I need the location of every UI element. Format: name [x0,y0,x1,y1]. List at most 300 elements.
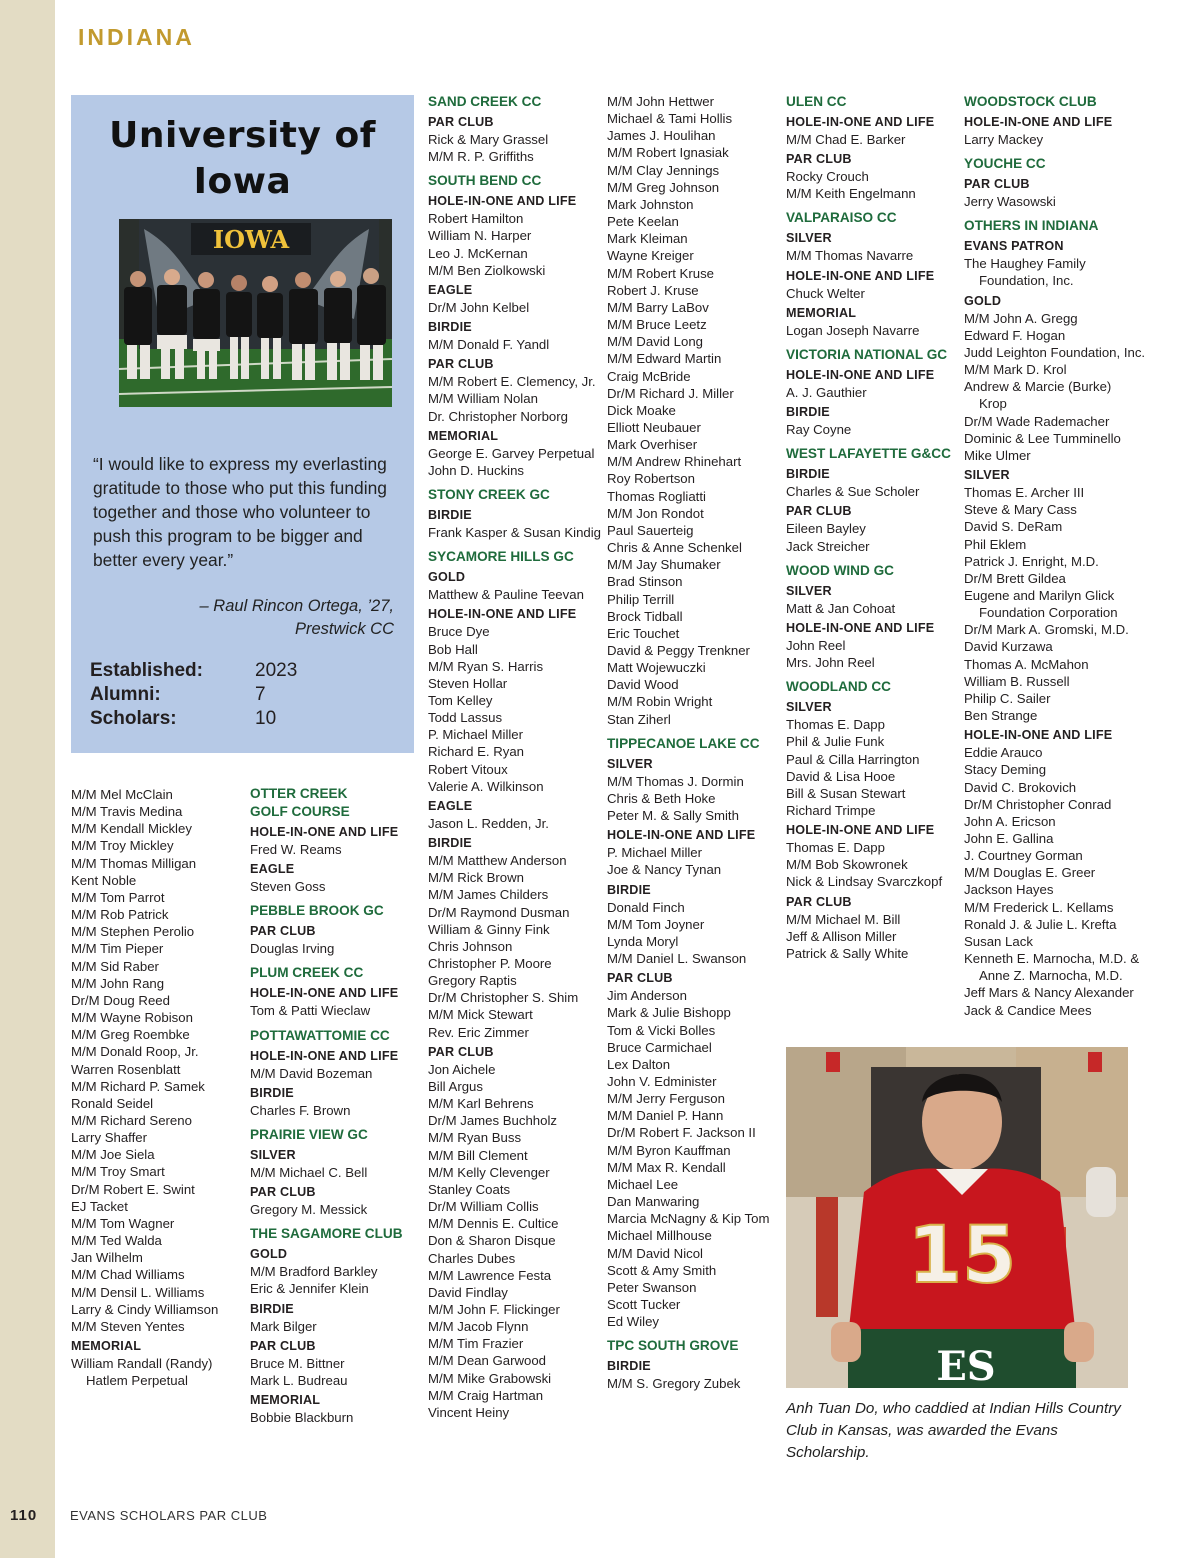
club-heading: TIPPECANOE LAKE CC [607,735,760,751]
donor-name: Jim Anderson [607,988,687,1004]
donor-name: M/M David Bozeman [250,1065,373,1081]
giving-level: SILVER [786,583,832,598]
giving-level: HOLE-IN-ONE AND LIFE [786,367,935,382]
donor-name: M/M Jerry Ferguson [607,1091,725,1107]
club-heading: PEBBLE BROOK GC [250,903,384,919]
donor-name: M/M Jay Shumaker [607,557,721,573]
donor-name: M/M Kendall Mickley [71,821,192,837]
donor-name: Phil & Julie Funk [786,734,885,750]
club-heading: YOUCHE CC [964,156,1046,172]
donor-name-continued: Hatlem Perpetual [86,1373,188,1389]
donor-name: Dr/M John Kelbel [428,299,530,315]
giving-level: GOLD [250,1247,288,1262]
donor-name: Chuck Welter [786,285,865,301]
donor-name: M/M Chad E. Barker [786,132,906,147]
donor-name: William N. Harper [428,228,532,244]
club-heading: SYCAMORE HILLS GC [428,549,574,565]
page-number: 110 [10,1507,38,1524]
club-heading: VICTORIA NATIONAL GC [786,346,948,362]
quote-attribution [91,595,394,640]
club-heading: ULEN CC [786,94,847,109]
donor-name: Marcia McNagny & Kip Tom [607,1211,770,1227]
donor-name: Paul & Cilla Harrington [786,751,920,767]
donor-name: M/M Richard P. Samek [71,1078,205,1094]
donor-name: John Reel [786,637,846,653]
donor-name: P. Michael Miller [428,727,524,743]
donor-name: Dr/M Robert F. Jackson II [607,1125,756,1141]
donor-name: M/M Byron Kauffman [607,1142,731,1158]
donor-name: Larry Shaffer [71,1130,147,1146]
donor-name: M/M Daniel P. Hann [607,1108,724,1124]
stat-established [90,659,297,683]
donor-name: Richard E. Ryan [428,744,525,760]
donor-name: Jon Aichele [428,1061,496,1077]
stat-label: Scholars: [90,708,177,729]
donor-name: Thomas Rogliatti [607,488,706,504]
donor-name: M/M Lawrence Festa [428,1267,552,1283]
club-heading: WOOD WIND GC [786,562,894,578]
club-heading: POTTAWATTOMIE CC [250,1027,390,1043]
giving-level: PAR CLUB [250,1185,316,1200]
donor-name: John A. Ericson [964,813,1056,829]
scholar-quote: “I would like to express my everlasting gratitude to those who put this funding together and those who volunteer to push this program to be bigger and better every year.” [93,454,387,570]
giving-level: BIRDIE [786,467,830,482]
club-heading: PLUM CREEK CC [250,965,364,981]
donor-name: Jerry Wasowski [964,194,1056,210]
donor-name: M/M Edward Martin [607,351,722,367]
donor-name: M/M James Childers [428,887,549,903]
donor-name: M/M Wayne Robison [71,1010,193,1026]
donor-name: David & Lisa Hooe [786,768,896,784]
donor-name: Robert Vitoux [428,761,508,777]
donor-name: Larry & Cindy Williamson [71,1301,219,1317]
donor-name: Thomas A. McMahon [964,656,1089,672]
donor-name: Gregory M. Messick [250,1202,368,1218]
donor-name: P. Michael Miller [607,845,703,861]
donor-name: Jeff Mars & Nancy Alexander [964,985,1134,1001]
giving-level: EAGLE [428,282,473,297]
club-heading: SOUTH BEND CC [428,173,542,189]
donor-name: Dr/M Brett Gildea [964,570,1066,586]
giving-level: MEMORIAL [71,1339,142,1353]
donor-name: Robert Hamilton [428,211,524,227]
donor-name: M/M Kelly Clevenger [428,1164,550,1180]
donor-name: Larry Mackey [964,132,1044,147]
donor-name: M/M Robert Kruse [607,265,714,281]
donor-name: Kent Noble [71,872,137,888]
giving-level: GOLD [964,293,1002,308]
donor-name: Eric Touchet [607,625,680,641]
donor-name: Dan Manwaring [607,1194,700,1210]
giving-level: HOLE-IN-ONE AND LIFE [607,828,756,843]
university-title: University of Iowa [109,115,376,202]
club-heading: THE SAGAMORE CLUB [250,1226,403,1242]
donor-name: M/M Dennis E. Cultice [428,1216,559,1232]
giving-level: EVANS PATRON [964,239,1064,254]
giving-level: SILVER [250,1147,296,1162]
donor-name: Chris Johnson [428,938,513,954]
donor-name: Donald Finch [607,899,685,915]
donor-name: Philip Terrill [607,591,675,607]
donor-name: Dr/M Wade Rademacher [964,413,1110,429]
giving-level: PAR CLUB [786,152,852,167]
donor-name: Eddie Arauco [964,745,1043,761]
club-heading: VALPARAISO CC [786,210,897,226]
donor-name: Michael & Tami Hollis [607,111,733,127]
giving-level: BIRDIE [786,405,830,420]
donor-name: M/M Bob Skowronek [786,857,908,873]
donor-name: Jack & Candice Mees [964,1002,1092,1018]
donor-name: Lex Dalton [607,1056,671,1072]
club-heading: OTTER CREEK [250,786,348,801]
donor-name: Matthew & Pauline Teevan [428,587,584,603]
donor-name: M/M Donald Roop, Jr. [71,1044,199,1060]
donor-name-continued: Anne Z. Marnocha, M.D. [979,968,1123,984]
donor-name: Scott Tucker [607,1297,681,1312]
donor-name: Mark & Julie Bishopp [607,1005,731,1021]
donor-name: M/M Michael C. Bell [250,1164,368,1180]
donor-name: M/M Thomas J. Dormin [607,773,744,789]
donor-name: M/M Douglas E. Greer [964,865,1096,881]
giving-level: HOLE-IN-ONE AND LIFE [250,825,399,839]
giving-level: HOLE-IN-ONE AND LIFE [786,268,935,283]
giving-level: MEMORIAL [428,428,499,443]
university-feature-box [71,95,414,753]
donor-name: M/M Greg Johnson [607,179,720,195]
university-stats [90,659,297,731]
donor-name: M/M Robert Ignasiak [607,145,729,161]
donor-name: M/M Mick Stewart [428,1007,533,1023]
donor-name: M/M Richard Sereno [71,1112,192,1128]
group-photo [119,219,392,407]
giving-level: SILVER [786,700,832,715]
donor-name: M/M Steven Yentes [71,1318,185,1334]
donor-name: Dr/M Christopher S. Shim [428,990,579,1006]
donor-name: M/M Barry LaBov [607,299,709,315]
donor-name: Bruce Carmichael [607,1039,712,1055]
donor-name: Matt Wojewuczki [607,660,706,676]
club-heading: PRAIRIE VIEW GC [250,1126,368,1142]
donor-name: Patrick J. Enright, M.D. [964,553,1099,569]
donor-name: John D. Huckins [428,462,525,478]
donor-name: Rocky Crouch [786,169,869,185]
donor-name: Charles F. Brown [250,1102,351,1118]
stat-value: 2023 [255,660,298,681]
donor-name: M/M Bill Clement [428,1147,528,1163]
donor-name: M/M Karl Behrens [428,1096,534,1112]
donor-name: A. J. Gauthier [786,384,867,400]
state-heading: INDIANA [78,24,195,50]
donor-name: M/M Tim Frazier [428,1336,524,1352]
donor-name: M/M Joe Siela [71,1147,155,1163]
donor-column-1 [71,786,241,1389]
jersey-number: 15 [907,1211,1017,1301]
donor-name: M/M Michael M. Bill [786,911,901,927]
giving-level: HOLE-IN-ONE AND LIFE [250,1048,399,1063]
giving-level: BIRDIE [607,1359,651,1374]
donor-name: David Findlay [428,1284,508,1300]
donor-name: Thomas E. Dapp [786,840,885,856]
donor-name: Gregory Raptis [428,973,517,989]
donor-name: David S. DeRam [964,519,1063,535]
donor-name: Jason L. Redden, Jr. [428,815,549,831]
donor-name: M/M David Nicol [607,1245,703,1261]
donor-name: Dr/M Mark A. Gromski, M.D. [964,622,1129,638]
donor-name: Patrick & Sally White [786,945,909,961]
donor-name: William Randall (Randy) [71,1356,213,1371]
donor-name: M/M Ryan S. Harris [428,658,544,674]
donor-name: M/M Tom Joyner [607,916,705,932]
donor-name: George E. Garvey Perpetual [428,445,595,461]
giving-level: GOLD [428,570,466,585]
donor-name: EJ Tacket [71,1198,128,1214]
donor-name: Edward F. Hogan [964,327,1066,343]
donor-name: Tom Kelley [428,692,493,708]
donor-name: M/M Thomas Navarre [786,248,914,264]
donor-name: Bill Argus [428,1078,483,1094]
donor-column-3 [428,93,600,1421]
donor-name: Valerie A. Wilkinson [428,778,544,794]
donor-name-continued: Foundation, Inc. [979,273,1074,289]
giving-level: PAR CLUB [428,1044,494,1059]
donor-name: M/M Chad Williams [71,1267,185,1283]
donor-name: Wayne Kreiger [607,248,694,264]
donor-name: M/M William Nolan [428,391,538,407]
donor-name: David Kurzawa [964,639,1053,655]
giving-level: PAR CLUB [250,1338,316,1353]
donor-name: Eileen Bayley [786,521,866,537]
donor-name: Joe & Nancy Tynan [607,862,722,878]
club-heading: STONY CREEK GC [428,487,550,503]
donor-name: Dr/M Doug Reed [71,992,170,1008]
donor-name: Dr/M Raymond Dusman [428,904,570,920]
donor-name: Don & Sharon Disque [428,1233,556,1249]
donor-name: Pete Keelan [607,214,679,230]
attribution-club: Prestwick CC [294,619,394,638]
donor-name: David C. Brokovich [964,779,1077,795]
donor-name: Philip C. Sailer [964,690,1051,706]
donor-name: Mrs. John Reel [786,655,875,671]
donor-name: M/M S. Gregory Zubek [607,1376,741,1392]
donor-name: Chris & Beth Hoke [607,790,716,806]
giving-level: SILVER [964,468,1010,483]
giving-level: PAR CLUB [964,177,1030,192]
donor-name: Stanley Coats [428,1181,511,1197]
giving-level: HOLE-IN-ONE AND LIFE [786,823,935,838]
giving-level: HOLE-IN-ONE AND LIFE [786,115,935,129]
giving-level: EAGLE [250,862,295,877]
donor-name: M/M Mark D. Krol [964,362,1067,378]
page-footer: EVANS SCHOLARS PAR CLUB [70,1508,268,1523]
donor-name: Steven Goss [250,879,326,895]
donor-name: Craig McBride [607,368,691,384]
donor-name: Thomas E. Archer III [964,485,1085,501]
donor-name: Mike Ulmer [964,447,1031,463]
donor-name: Elliott Neubauer [607,419,701,435]
giving-level: MEMORIAL [786,305,857,320]
donor-name: M/M Troy Mickley [71,838,174,854]
donor-name: Bruce M. Bittner [250,1355,345,1371]
donor-name: David & Peggy Trenkner [607,643,750,658]
giving-level: MEMORIAL [250,1393,321,1408]
donor-name: M/M Rick Brown [428,870,524,886]
donor-name: J. Courtney Gorman [964,848,1083,864]
donor-name: Bobbie Blackburn [250,1410,354,1426]
donor-name: Stan Ziherl [607,711,671,727]
giving-level: PAR CLUB [786,504,852,519]
club-heading: WEST LAFAYETTE G&CC [786,446,951,462]
donor-name: Kenneth E. Marnocha, M.D. & [964,951,1140,967]
club-heading: WOODSTOCK CLUB [964,94,1097,109]
donor-name: Todd Lassus [428,710,503,726]
donor-name: Chris & Anne Schenkel [607,540,742,556]
donor-name: Logan Joseph Navarre [786,322,920,338]
donor-name: M/M Dean Garwood [428,1353,546,1369]
donor-name: M/M Robert E. Clemency, Jr. [428,374,596,390]
donor-name: Mark Bilger [250,1318,317,1334]
stat-label: Established: [90,660,203,681]
giving-level: BIRDIE [607,882,651,897]
donor-name: Susan Lack [964,933,1033,949]
donor-column-4 [607,93,779,1392]
donor-name: Dr/M Robert E. Swint [71,1181,195,1197]
donor-name: Jeff & Allison Miller [786,928,897,944]
donor-name: M/M Rob Patrick [71,907,169,923]
donor-name: M/M Keith Engelmann [786,186,916,202]
scholar-photo [786,1047,1128,1388]
donor-name: M/M Mike Grabowski [428,1370,552,1386]
donor-name: Charles Dubes [428,1250,516,1266]
donor-name: Mark L. Budreau [250,1372,348,1388]
donor-name: Douglas Irving [250,941,335,957]
donor-name: M/M Jacob Flynn [428,1319,529,1335]
donor-name: Dr/M James Buchholz [428,1113,557,1129]
donor-name: Dominic & Lee Tumminello [964,430,1121,446]
donor-name: Matt & Jan Cohoat [786,600,896,616]
donor-name: Vincent Heiny [428,1404,510,1420]
photo-caption: Anh Tuan Do, who caddied at Indian Hills Country Club in Kansas, was awarded the Evans Scholarship. [786,1400,1121,1461]
donor-name: M/M Mel McClain [71,787,173,802]
giving-level: HOLE-IN-ONE AND LIFE [964,115,1113,129]
donor-name: Robert J. Kruse [607,282,699,298]
donor-name: The Haughey Family [964,256,1086,272]
donor-name: M/M Matthew Anderson [428,853,567,869]
donor-name: Ben Strange [964,708,1038,724]
giving-level: PAR CLUB [428,115,494,129]
donor-name: Ed Wiley [607,1314,660,1330]
donor-name: Michael Lee [607,1176,679,1192]
donor-name: M/M Craig Hartman [428,1387,544,1403]
donor-name: Christopher P. Moore [428,956,552,971]
giving-level: PAR CLUB [786,894,852,909]
donor-name: Paul Sauerteig [607,522,694,538]
donor-name: M/M Daniel L. Swanson [607,951,747,967]
donor-name: M/M Stephen Perolio [71,924,195,940]
donor-name: M/M Bruce Leetz [607,317,707,333]
giving-level: BIRDIE [428,836,472,851]
donor-name: Rev. Eric Zimmer [428,1024,529,1040]
donor-name: M/M Densil L. Williams [71,1284,205,1300]
donor-name: John V. Edminister [607,1073,717,1089]
donor-name: M/M Tim Pieper [71,941,164,957]
donor-name: Leo J. McKernan [428,245,528,261]
giving-level: BIRDIE [428,508,472,523]
donor-name: Dr. Christopher Norborg [428,408,568,424]
donor-name: Tom & Patti Wieclaw [250,1003,371,1019]
donor-name: Ronald J. & Julie L. Krefta [964,916,1117,932]
donor-name: Peter M. & Sally Smith [607,808,739,824]
donor-name: Dr/M Richard J. Miller [607,385,734,401]
photo-banner-text: IOWA [212,225,290,254]
giving-level: EAGLE [428,798,473,813]
donor-name-continued: Foundation Corporation [979,605,1118,621]
donor-name: M/M Troy Smart [71,1164,165,1180]
donor-column-2 [250,785,420,1426]
stat-alumni [90,683,297,707]
donor-name-continued: Krop [979,396,1007,412]
donor-column-6 [964,93,1144,1019]
page-sidebar-stripe [0,0,55,1558]
donor-name: Brock Tidball [607,608,683,624]
giving-level: PAR CLUB [250,924,316,939]
donor-name: M/M Bradford Barkley [250,1264,378,1280]
donor-name: M/M Travis Medina [71,804,183,820]
donor-name: Charles & Sue Scholer [786,484,920,500]
donor-name: Jackson Hayes [964,882,1054,898]
donor-name: Mark Overhiser [607,437,698,453]
giving-level: BIRDIE [250,1085,294,1100]
donor-name: William B. Russell [964,673,1070,689]
donor-name: William & Ginny Fink [428,921,550,937]
donor-name: Frank Kasper & Susan Kindig [428,525,601,541]
attribution-name: – Raul Rincon Ortega, ’27, [199,597,394,615]
donor-name: M/M John A. Gregg [964,310,1078,326]
donor-name: Bob Hall [428,641,478,657]
donor-name: Stacy Deming [964,762,1047,778]
donor-name: M/M John F. Flickinger [428,1301,560,1317]
donor-name: Nick & Lindsay Svarczkopf [786,874,943,890]
club-heading-continued: GOLF COURSE [250,804,350,819]
donor-name: M/M Tom Parrot [71,889,165,905]
donor-name: M/M Ben Ziolkowski [428,262,546,278]
donor-name: Jack Streicher [786,538,870,554]
donor-name: Phil Eklem [964,536,1027,552]
donor-name: Roy Robertson [607,471,695,487]
donor-name: Mark Johnston [607,196,694,212]
giving-level: PAR CLUB [607,971,673,986]
giving-level: PAR CLUB [428,357,494,372]
donor-name: Lynda Moryl [607,933,679,949]
donor-name: M/M John Hettwer [607,94,714,109]
donor-name: M/M Sid Raber [71,958,159,974]
donor-name: Dick Moake [607,402,676,418]
donor-name: Fred W. Reams [250,842,342,857]
donor-name: John E. Gallina [964,831,1054,846]
donor-name: Bill & Susan Stewart [786,785,906,801]
donor-name: M/M David Long [607,334,704,350]
donor-name: Jan Wilhelm [71,1250,143,1266]
giving-level: HOLE-IN-ONE AND LIFE [428,194,577,209]
donor-name: Mark Kleiman [607,231,688,247]
club-heading: WOODLAND CC [786,679,891,695]
donor-name: Rick & Mary Grassel [428,132,549,147]
donor-name: M/M Ryan Buss [428,1130,522,1146]
donor-name: David Wood [607,677,679,693]
donor-name: Dr/M William Collis [428,1199,539,1215]
donor-name: Eugene and Marilyn Glick [964,587,1115,603]
donor-name: M/M Robin Wright [607,694,713,710]
donor-name: M/M Thomas Milligan [71,855,197,871]
